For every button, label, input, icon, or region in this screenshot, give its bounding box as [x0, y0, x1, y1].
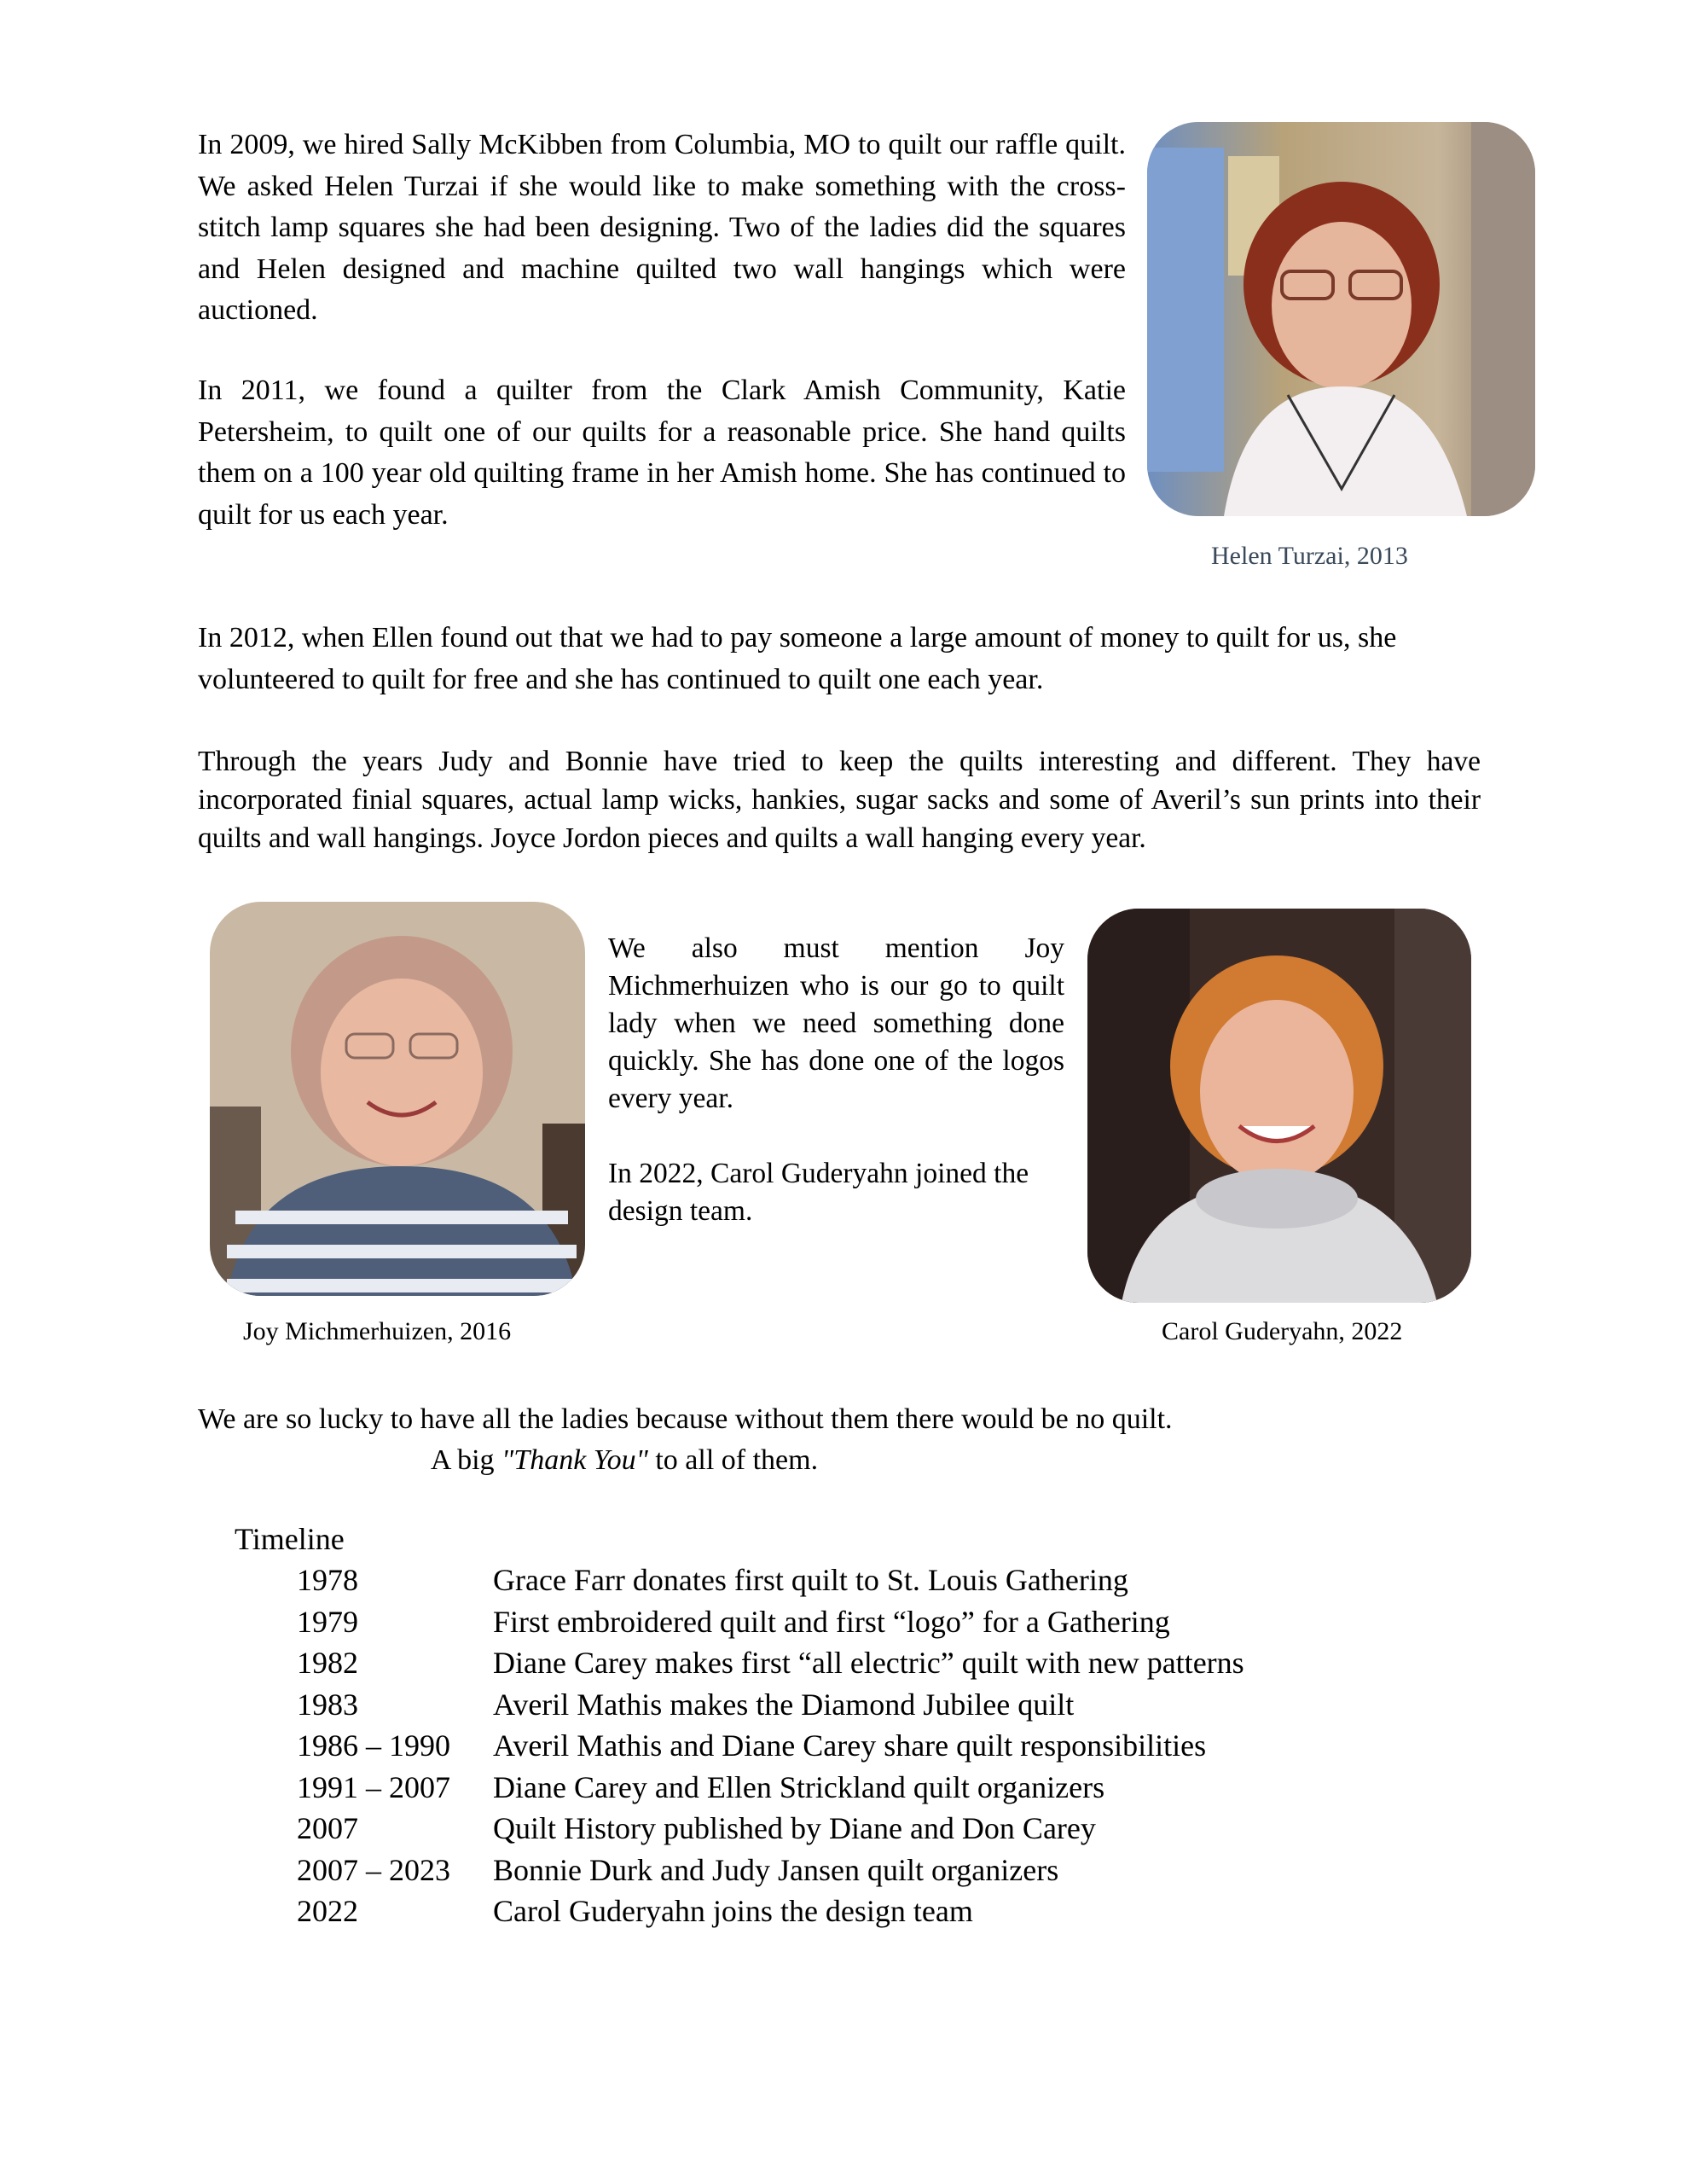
caption-helen-turzai: Helen Turzai, 2013 — [1211, 542, 1408, 570]
timeline-event: Diane Carey makes first “all electric” quilt with new patterns — [493, 1646, 1244, 1680]
photo-carol-guderyahn — [1087, 909, 1471, 1303]
paragraph-raffle-quilt-2009: In 2009, we hired Sally McKibben from Columbia, MO to quilt our raffle quilt. We asked Helen Turzai if she would like to make something with the cross-stitch lamp squares she had been designing. Two of the ladies did the squares and Helen designed and machine quilted two wall hangings which were auctioned. — [198, 129, 1126, 326]
closing-line-lucky: We are so lucky to have all the ladies because without them there would be no quilt. — [198, 1403, 1173, 1435]
timeline-year: 2007 — [297, 1811, 358, 1845]
caption-carol-guderyahn: Carol Guderyahn, 2022 — [1162, 1317, 1403, 1345]
timeline-event: Quilt History published by Diane and Don Carey — [493, 1811, 1096, 1845]
paragraph-judy-bonnie: Through the years Judy and Bonnie have tried to keep the quilts interesting and different. They have incorporated finial squares, actual lamp wicks, hankies, sugar sacks and some of Averil’s sun prints into their quilts and wall hangings. Joyce Jordon pieces and quilts a wall hanging every year. — [198, 746, 1481, 854]
timeline-event: Diane Carey and Ellen Strickland quilt organizers — [493, 1769, 1105, 1804]
timeline-heading: Timeline — [235, 1522, 345, 1556]
photo-helen-turzai — [1147, 122, 1535, 516]
timeline-year: 1982 — [297, 1646, 358, 1680]
timeline-event: Carol Guderyahn joins the design team — [493, 1894, 973, 1928]
timeline-event: Averil Mathis makes the Diamond Jubilee quilt — [493, 1687, 1075, 1722]
timeline-year: 2022 — [297, 1894, 358, 1928]
timeline-year: 1978 — [297, 1563, 358, 1597]
closing-line-thank-you — [198, 1440, 1494, 1482]
caption-joy-michmerhuizen: Joy Michmerhuizen, 2016 — [243, 1317, 512, 1345]
thank-you-emphasis: "Thank You" — [501, 1444, 648, 1476]
paragraph-ellen-2012: In 2012, when Ellen found out that we had to pay someone a large amount of money to quilt for us, she volunteered to quilt for free and she has continued to quilt one each year. — [198, 622, 1397, 695]
timeline-event: First embroidered quilt and first “logo” for a Gathering — [493, 1604, 1170, 1639]
paragraph-carol-2022: In 2022, Carol Guderyahn joined the design team. — [608, 1158, 1029, 1227]
thank-you-suffix: to all of them. — [647, 1444, 819, 1476]
timeline-year: 1991 – 2007 — [297, 1769, 450, 1804]
timeline-year: 1983 — [297, 1687, 358, 1722]
paragraph-joy-mention: We also must mention Joy Michmerhuizen who is our go to quilt lady when we need something done quickly. She has done one of the logos every year. — [608, 932, 1064, 1114]
timeline-event: Grace Farr donates first quilt to St. Louis Gathering — [493, 1563, 1128, 1597]
timeline-event: Bonnie Durk and Judy Jansen quilt organizers — [493, 1852, 1059, 1887]
paragraph-amish-quilter-2011: In 2011, we found a quilter from the Clark Amish Community, Katie Petersheim, to quilt one of our quilts for a reasonable price. She hand quilts them on a 100 year old quilting frame in her Amish home. She has continued to quilt for us each year. — [198, 375, 1126, 531]
thank-you-prefix: A big — [430, 1444, 502, 1476]
timeline-year: 1979 — [297, 1604, 358, 1639]
timeline-year: 2007 – 2023 — [297, 1852, 450, 1887]
timeline-event: Averil Mathis and Diane Carey share quilt responsibilities — [493, 1728, 1207, 1763]
timeline-year: 1986 – 1990 — [297, 1728, 450, 1763]
photo-joy-michmerhuizen — [210, 902, 585, 1296]
